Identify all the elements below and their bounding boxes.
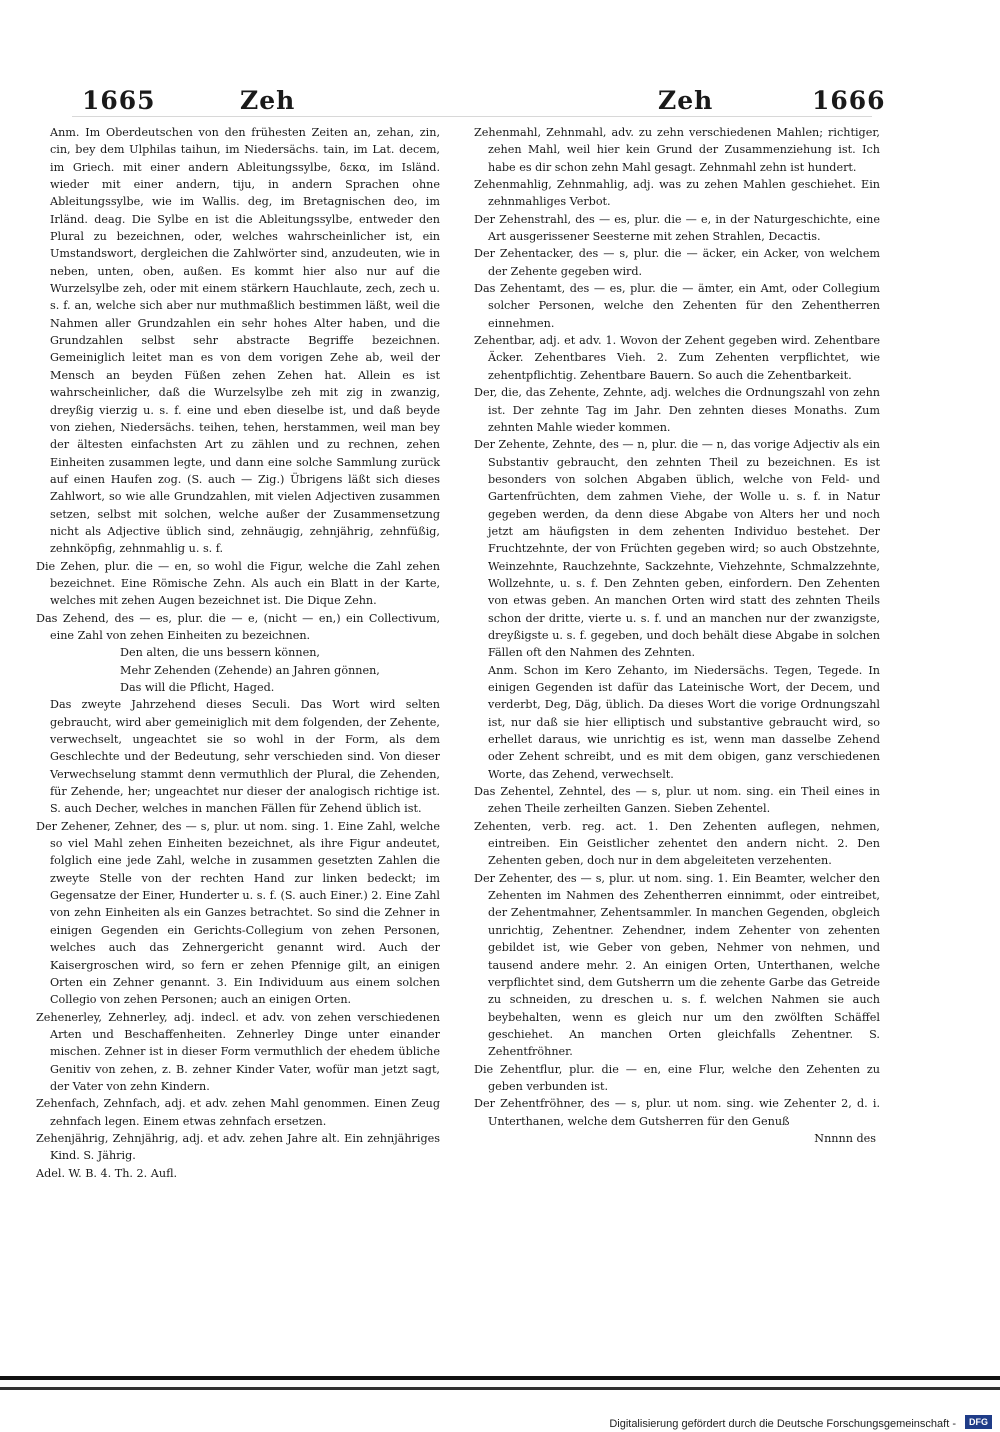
running-head-left: Zeh <box>240 86 296 115</box>
page-number-right: 1666 <box>812 86 886 115</box>
dictionary-entry: Der Zehentfröhner, des — s, plur. ut nom. sing. wie Zehenter 2, d. i. Unterthanen, welche dem Gutsherren für den Genuß <box>474 1097 880 1128</box>
dictionary-entry: Zehenfach, Zehnfach, adj. et adv. zehen Mahl genommen. Einen Zeug zehnfach legen. Einem etwas zehnfach ersetzen. <box>36 1097 440 1128</box>
dictionary-entry: Zehenerley, Zehnerley, adj. indecl. et adv. von zehen verschiedenen Arten und Beschaffenheiten. Zehnerley Dinge unter einander mischen. Zehner ist in dieser Form vermuthlich der ehedem übliche Genitiv von zehen, z. B. zehner Kinder Vater, wofür man jetzt sagt, der Vater von zehn Kindern. <box>36 1010 440 1093</box>
header-rule <box>72 116 872 117</box>
dictionary-entry: Zehenmahlig, Zehnmahlig, adj. was zu zehen Mahlen geschiehet. Ein zehnmahliges Verbot. <box>474 178 880 209</box>
dictionary-entry: Der Zehenstrahl, des — es, plur. die — e, in der Naturgeschichte, eine Art ausgerissener Seesterne mit zehen Strahlen, Decactis. <box>474 212 880 244</box>
dictionary-entry: Zehenjährig, Zehnjährig, adj. et adv. zehen Jahre alt. Ein zehnjähriges Kind. S. Jährig. <box>36 1131 440 1163</box>
verse-line: Das will die Pflicht, Haged. <box>120 681 275 694</box>
dictionary-entry: Das Zehentamt, des — es, plur. die — ämter, ein Amt, oder Collegium solcher Personen, welche den Zehenten für den Zehentherren einnehmen. <box>474 282 880 330</box>
running-head-right: Zeh <box>658 86 714 115</box>
dfg-logo: DFG <box>965 1415 992 1429</box>
entry-note: Das zweyte Jahrzehend dieses Seculi. Das Wort wird selten gebraucht, wird aber gemeiniglich mit dem folgenden, der Zehente, verwechselt, ungeachtet sie so wohl in der Form, als dem Geschlechte und der Bedeutung, sehr verschieden sind. Von dieser Verwechselung stammt denn vermuthlich der Plural, die Zehenden, für Zehende, her; ungeachtet nur dieser der analogisch richtige ist. S. auch Decher, welches in manchen Fällen für Zehend üblich ist. <box>50 698 440 816</box>
dictionary-entry: Zehentbar, adj. et adv. 1. Wovon der Zehent gegeben wird. Zehentbare Äcker. Zehentbares Vieh. 2. Zum Zehenten verpflichtet, wie zehentpflichtig. Zehentbare Bauern. So auch die Zehentbarkeit. <box>474 334 880 382</box>
left-column <box>36 124 440 1182</box>
dictionary-entry: Die Zehen, plur. die — en, so wohl die Figur, welche die Zahl zehen bezeichnet. Eine Römische Zehn. Als auch ein Blatt in der Karte, welches mit zehen Augen bezeichnet ist. Die Dique Zehn. <box>36 559 440 608</box>
entry-note: Anm. Im Oberdeutschen von den frühesten Zeiten an, zehan, zin, cin, bey dem Ulphilas taihun, im Niedersächs. tain, im Lat. decem, im Griech. mit einer andern Ableitungssylbe, δεκα, im Isländ. wieder mit einer andern, tiju, in andern Sprachen ohne Ableitungssylbe, wie im Wallis. deg, im Bretagnischen deo, im Irländ. deag. Die Sylbe en ist die Ableitungssylbe, entweder den Plural zu bezeichnen, oder, welches wahrscheinlicher ist, ein Umstandswort, dergleichen die Zahlwörter sind, anzudeuten, wie in neben, unten, oben, außen. Es kommt hier also nur auf die Wurzelsylbe zeh, oder mit einem stärkern Hauchlaute, zech, zech u. s. f. an, welche sich aber nur muthmaßlich bestimmen läßt, weil die Nahmen aller Grundzahlen ein sehr hohes Alter haben, und die Grundzahlen selbst sehr abstracte Begriffe bezeichnen. Gemeiniglich leitet man es von dem vorigen Zehe ab, weil der Mensch an beyden Füßen zehen Zehen hat. Allein es ist wahrscheinlicher, daß die Wurzelsylbe zeh mit zig in zwanzig, dreyßig vierzig u. s. f. eine und eben dieselbe ist, und daß beyde von ziehen, Niedersächs. teihen, tehen, herstammen, weil man bey der ältesten einfachsten Art zu zählen und zu rechnen, zehen Einheiten zusammen legte, und dann eine solche Sammlung zurück auf einen Haufen zog. (S. auch — Zig.) Übrigens läßt sich dieses Zahlwort, so wie alle Grundzahlen, mit vielen Adjectiven zusammen setzen, selbst mit solchen, welche außer der Zusammensetzung nicht als Adjective üblich sind, zehnäugig, zehnjährig, zehnfüßig, zehnköpfig, zehnmahlig u. s. f. <box>50 126 440 556</box>
dictionary-entry: Der Zehenter, des — s, plur. ut nom. sing. 1. Ein Beamter, welcher den Zehenten im Nahmen des Zehentherren einnimmt, oder eintreibet, der Zehentmahner, Zehentsammler. In manchen Gegenden, obgleich unrichtig, Zehentner. Zehendner, indem Zehenter von zehenten gebildet ist, wie Geber von geben, Nehmer von nehmen, und tausend andere mehr. 2. An einigen Orten, Unterthanen, welche verpflichtet sind, dem Gutsherrn um die zehente Garbe das Getreide zu schneiden, zu dreschen u. s. f. welchen Nahmen sie auch beybehalten, wenn es gleich nur um den zwölften Schäffel geschiehet. An manchen Orten gleichfalls Zehentner. S. Zehentfröhner. <box>474 871 880 1059</box>
dictionary-entry: Zehenten, verb. reg. act. 1. Den Zehenten auflegen, nehmen, eintreiben. Ein Geistlicher zehentet den andern nicht. 2. Den Zehenten geben, doch nur in dem abgeleiteten verzehenten. <box>474 819 880 868</box>
verse-line: Den alten, die uns bessern können, <box>120 646 320 660</box>
page-number-left: 1665 <box>82 86 156 115</box>
dictionary-entry: Der Zehener, Zehner, des — s, plur. ut nom. sing. 1. Eine Zahl, welche so viel Mahl zehen Einheiten bezeichnet, als ihre Figur andeutet, folglich eine jede Zahl, welche in zusammen gesetzten Zahlen die zweyte Stelle von der rechten Hand zur linken bedeckt; im Gegensatze der Einer, Hunderter u. s. f. (S. auch Einer.) 2. Eine Zahl von zehn Einheiten als ein Ganzes betrachtet. So sind die Zehner in einigen Gegenden ein Gerichts-Collegium von zehen Personen, welches auch das Zehnergericht genannt wird. Auch der Kaisergroschen wird, so fern er zehen Pfennige gilt, an einigen Orten ein Zehner genannt. 3. Ein Individuum aus einem solchen Collegio von zehen Personen; auch an einigen Orten. <box>36 819 440 1007</box>
dictionary-entry: Der, die, das Zehente, Zehnte, adj. welches die Ordnungszahl von zehn ist. Der zehnte Tag im Jahr. Den zehnten dieses Monaths. Zum zehnten Mahle wieder kommen. <box>474 386 880 434</box>
dictionary-entry: Zehenmahl, Zehnmahl, adv. zu zehn verschiedenen Mahlen; richtiger, zehen Mahl, weil hier kein Grund der Zusammenziehung ist. Ich habe es dir schon zehn Mahl gesagt. Zehnmahl zehn ist hundert. <box>474 126 880 174</box>
scan-edge-bar-thin <box>0 1387 1000 1390</box>
verse-line: Mehr Zehenden (Zehende) an Jahren gönnen, <box>120 663 380 677</box>
signature-line: Adel. W. B. 4. Th. 2. Aufl. <box>36 1166 178 1180</box>
dictionary-entry: Der Zehentacker, des — s, plur. die — äcker, ein Acker, von welchem der Zehente gegeben wird. <box>474 247 880 278</box>
scan-edge-bar <box>0 1376 1000 1380</box>
right-column <box>474 124 880 1147</box>
entry-note: Anm. Schon im Kero Zehanto, im Niedersächs. Tegen, Tegede. In einigen Gegenden ist dafür das Lateinische Wort, der Decem, und verderbt, Deg, Däg, üblich. Da dieses Wort die vorige Ordnungszahl ist, nur daß sie hier elliptisch und substantive gebraucht wird, so erhellet daraus, wie unrichtig es ist, wenn man dasselbe Zehend oder Zehent schreibt, und es mit dem obigen, ganz verschiedenen Worte, das Zehend, verwechselt. <box>488 663 880 781</box>
dictionary-entry: Das Zehend, des — es, plur. die — e, (nicht — en,) ein Collectivum, eine Zahl von zehen Einheiten zu bezeichnen. <box>36 611 440 642</box>
dictionary-entry: Die Zehentflur, plur. die — en, eine Flur, welche den Zehenten zu geben verbunden ist. <box>474 1062 880 1093</box>
catchword: Nnnnn des <box>814 1131 876 1145</box>
dictionary-entry: Das Zehentel, Zehntel, des — s, plur. ut nom. sing. ein Theil eines in zehen Theile zerheilten Ganzen. Sieben Zehentel. <box>474 785 880 816</box>
dictionary-entry: Der Zehente, Zehnte, des — n, plur. die — n, das vorige Adjectiv als ein Substantiv gebraucht, den zehnten Theil zu bezeichnen. Es ist besonders von solchen Abgaben üblich, welche von Feld- und Gartenfrüchten, dem zahmen Viehe, der Wolle u. s. f. in Natur gegeben werden, da denn diese Abgabe von Alters her und noch jetzt am häufigsten in dem zehenten Individuo bestehet. Der Fruchtzehnte, der von Früchten gegeben wird; so auch Obstzehnte, Weinzehnte, Rauchzehnte, Sackzehnte, Viehzehnte, Schmalzzehnte, Wollzehnte, u. s. f. Den Zehnten geben, einfordern. Den Zehenten von etwas geben. An manchen Orten wird statt des zehnten Theils schon der dritte, vierte u. s. f. und an manchen nur der zwanzigste, dreyßigste u. s. f. gegeben, und doch behält diese Abgabe in solchen Fällen oft den Nahmen des Zehnten. <box>474 438 880 660</box>
funding-credit: Digitalisierung gefördert durch die Deutsche Forschungsgemeinschaft - <box>609 1418 956 1430</box>
